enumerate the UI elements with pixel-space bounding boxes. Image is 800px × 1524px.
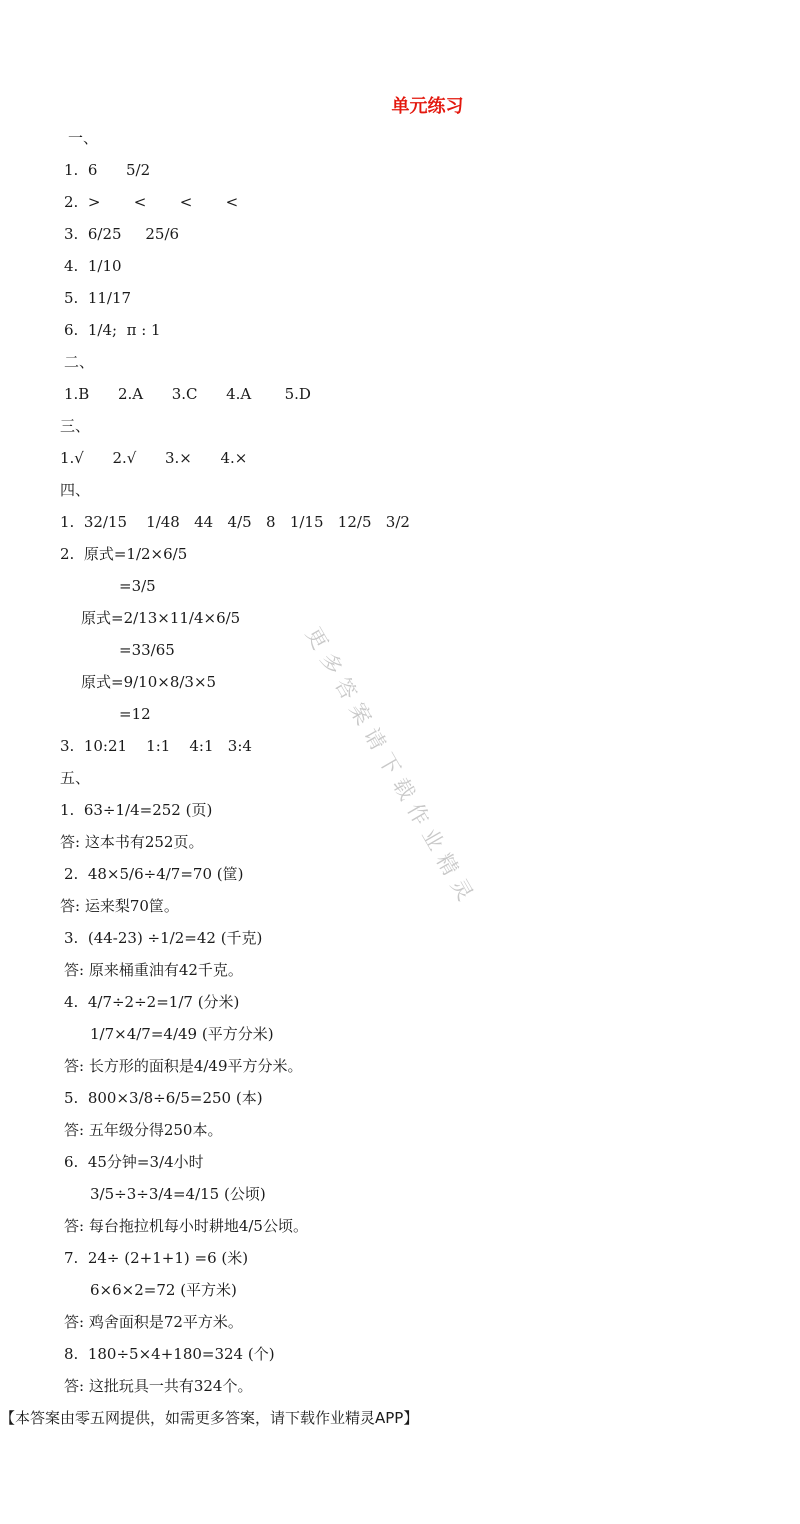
answer-line: 8. 180÷5×4+180=324 (个) — [64, 1345, 275, 1363]
answer-line: 1/7×4/7=4/49 (平方分米) — [90, 1025, 274, 1043]
answer-line: 3. 6/25 25/6 — [64, 225, 180, 243]
page-title: 单元练习 — [391, 96, 464, 117]
section-heading: 四、 — [60, 481, 91, 499]
answer-line: =3/5 — [119, 577, 156, 595]
watermark: 更多答案请下载作业精灵 — [300, 623, 482, 912]
answer-line: 6. 45分钟=3/4小时 — [64, 1153, 204, 1171]
answer-line: 3/5÷3÷3/4=4/15 (公顷) — [90, 1185, 266, 1203]
answer-line: 3. 10:21 1:1 4:1 3:4 — [60, 737, 252, 755]
section-heading: 五、 — [60, 769, 91, 787]
answer-line: 2. 原式=1/2×6/5 — [60, 545, 188, 563]
answer-line: 3. (44-23) ÷1/2=42 (千克) — [64, 929, 263, 947]
section-heading: 三、 — [60, 417, 91, 435]
answer-line: 4. 4/7÷2÷2=1/7 (分米) — [64, 993, 240, 1011]
section-heading: 二、 — [64, 353, 95, 371]
answer-line: 答: 长方形的面积是4/49平方分米。 — [64, 1057, 303, 1075]
answer-line: 原式=2/13×11/4×6/5 — [81, 609, 241, 627]
answer-line: 答: 原来桶重油有42千克。 — [64, 961, 243, 979]
answer-line: =12 — [119, 705, 151, 723]
answer-line: =33/65 — [119, 641, 175, 659]
footer-note: 【本答案由零五网提供，如需更多答案，请下载作业精灵APP】 — [0, 1409, 419, 1427]
section-heading: 一、 — [68, 129, 99, 147]
answer-line: 5. 800×3/8÷6/5=250 (本) — [64, 1089, 263, 1107]
answer-line: 原式=9/10×8/3×5 — [81, 673, 217, 691]
answer-line: 答: 每台拖拉机每小时耕地4/5公顷。 — [64, 1217, 308, 1235]
answer-line: 1. 6 5/2 — [64, 161, 151, 179]
answer-line: 答: 这批玩具一共有324个。 — [64, 1377, 253, 1395]
answer-line: 1. 32/15 1/48 44 4/5 8 1/15 12/5 3/2 — [60, 513, 410, 531]
answer-line: 2. > < < < — [64, 193, 239, 211]
answer-line: 1.B 2.A 3.C 4.A 5.D — [64, 385, 311, 403]
answer-line: 7. 24÷ (2+1+1) =6 (米) — [64, 1249, 249, 1267]
answer-line: 1. 63÷1/4=252 (页) — [60, 801, 213, 819]
answer-line: 5. 11/17 — [64, 289, 132, 307]
answer-line: 答: 这本书有252页。 — [60, 833, 204, 851]
answer-line: 1.√ 2.√ 3.× 4.× — [60, 449, 248, 467]
answer-line: 答: 鸡舍面积是72平方米。 — [64, 1313, 243, 1331]
answer-line: 4. 1/10 — [64, 257, 122, 275]
answer-line: 6×6×2=72 (平方米) — [90, 1281, 237, 1299]
answer-line: 答: 五年级分得250本。 — [64, 1121, 223, 1139]
answer-line: 2. 48×5/6÷4/7=70 (筐) — [64, 865, 244, 883]
answer-line: 答: 运来梨70筐。 — [60, 897, 179, 915]
answer-line: 6. 1/4; π : 1 — [64, 321, 161, 339]
